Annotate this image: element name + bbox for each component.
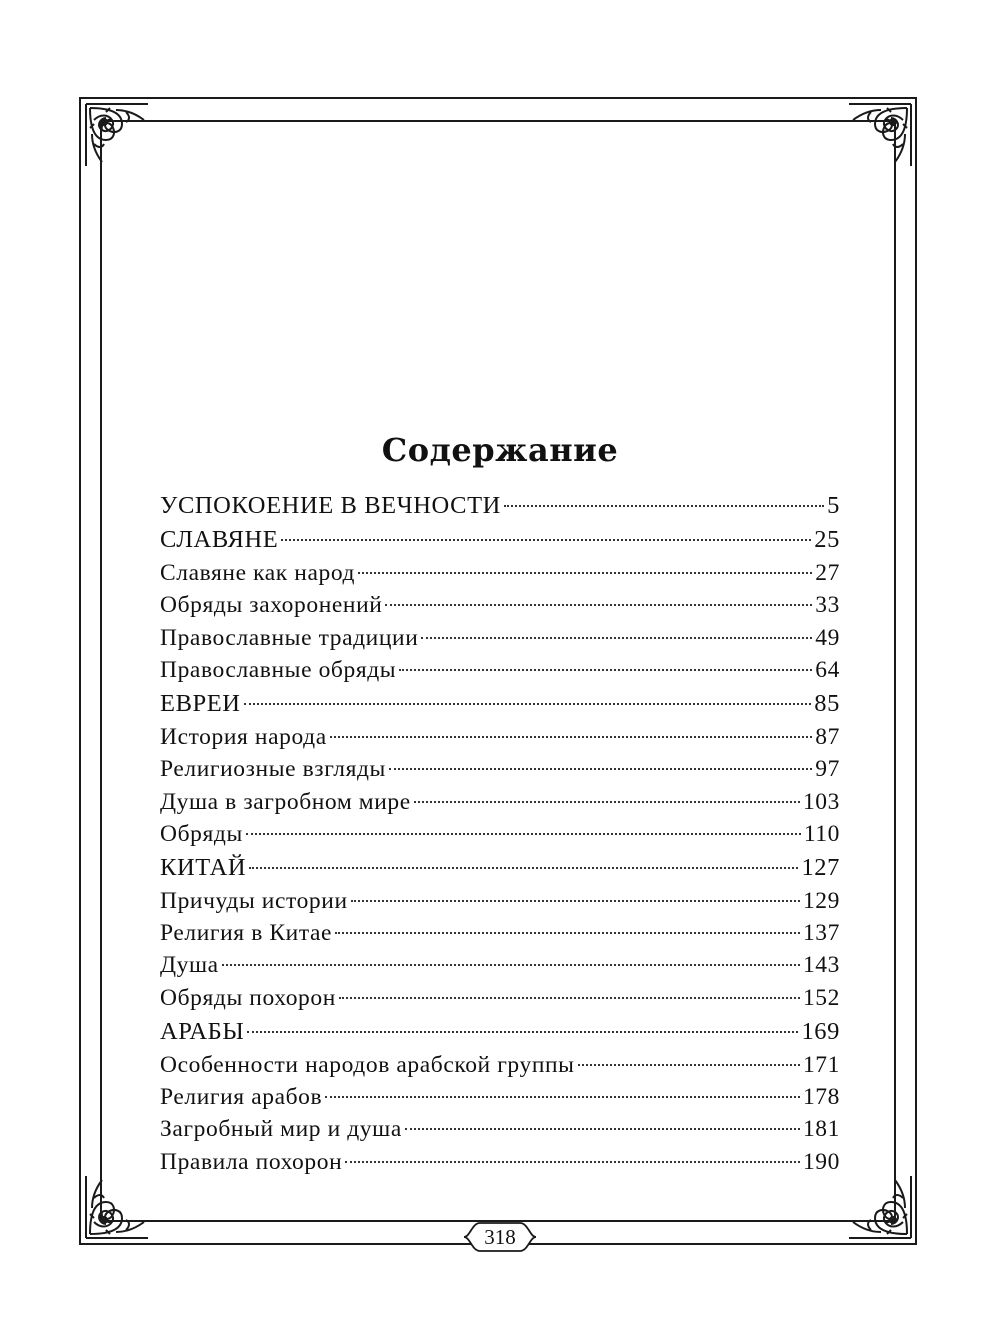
toc-dot-leader xyxy=(281,539,811,541)
toc-entry xyxy=(160,721,840,753)
toc-entry-label: Причуды истории xyxy=(160,887,348,914)
corner-ornament-icon xyxy=(845,100,915,170)
toc-entry-page: 171 xyxy=(802,1051,840,1078)
toc-entry-label: КИТАЙ xyxy=(160,854,247,882)
corner-ornament-icon xyxy=(82,1172,152,1242)
toc-entry-page: 137 xyxy=(802,920,840,947)
toc-entry-page: 143 xyxy=(802,952,840,979)
toc-entry-label: Православные традиции xyxy=(160,624,419,651)
toc-entry-label: Православные обряды xyxy=(160,656,397,683)
toc-entry-page: 129 xyxy=(802,887,840,914)
toc-entry xyxy=(160,589,840,621)
toc-dot-leader xyxy=(325,1096,800,1098)
toc-entry-page: 87 xyxy=(815,723,840,750)
toc-entry xyxy=(160,982,840,1014)
toc-dot-leader xyxy=(578,1064,800,1066)
toc-dot-leader xyxy=(385,604,812,606)
toc-entry-page: 110 xyxy=(803,820,840,847)
toc-entry xyxy=(160,688,840,720)
page-title: Содержание xyxy=(381,431,619,470)
toc-dot-leader xyxy=(247,1031,798,1033)
toc-entry-label: Обряды похорон xyxy=(160,984,336,1011)
toc-entry-page: 152 xyxy=(802,984,840,1011)
toc-dot-leader xyxy=(405,1128,800,1130)
toc-dot-leader xyxy=(389,768,812,770)
toc-entry-page: 190 xyxy=(802,1148,840,1175)
toc-entry xyxy=(160,1049,840,1081)
toc-dot-leader xyxy=(335,932,800,934)
toc-entry-label: Правила похорон xyxy=(160,1148,343,1175)
toc-entry-label: Религия арабов xyxy=(160,1084,323,1111)
toc-entry xyxy=(160,557,840,589)
toc-entry-page: 25 xyxy=(814,526,840,554)
toc-entry-page: 103 xyxy=(802,788,840,815)
toc-entry-page: 97 xyxy=(815,756,840,783)
toc-entry xyxy=(160,654,840,686)
toc-entry-page: 127 xyxy=(801,854,840,882)
toc-entry xyxy=(160,852,840,884)
toc-entry-page: 5 xyxy=(827,492,840,519)
toc-dot-leader xyxy=(351,900,800,902)
toc-entry xyxy=(160,490,840,522)
toc-entry-label: История народа xyxy=(160,723,327,750)
page-number-plate xyxy=(462,1220,538,1254)
toc-dot-leader xyxy=(249,867,798,869)
toc-entry-label: Особенности народов арабской группы xyxy=(160,1051,575,1078)
toc-entry-page: 85 xyxy=(814,690,840,718)
toc-entry-page: 64 xyxy=(815,656,840,683)
toc-entry xyxy=(160,786,840,818)
toc-entry-label: АРАБЫ xyxy=(160,1018,245,1046)
toc-entry-label: Загробный мир и душа xyxy=(160,1116,402,1143)
toc-entry-label: СЛАВЯНЕ xyxy=(160,526,279,554)
toc-dot-leader xyxy=(399,669,812,671)
toc-entry xyxy=(160,622,840,654)
toc-dot-leader xyxy=(330,736,813,738)
toc-entry-page: 27 xyxy=(815,559,840,586)
page-number: 318 xyxy=(484,1225,516,1249)
toc-entry xyxy=(160,1113,840,1145)
toc-dot-leader xyxy=(414,801,800,803)
toc-dot-leader xyxy=(246,833,801,835)
toc-entry-page: 49 xyxy=(815,624,840,651)
toc-entry-label: Обряды xyxy=(160,820,243,847)
toc-entry-label: Славяне как народ xyxy=(160,559,356,586)
toc-entry xyxy=(160,818,840,850)
table-of-contents xyxy=(160,490,840,1178)
toc-entry xyxy=(160,1016,840,1048)
toc-dot-leader xyxy=(421,637,812,639)
toc-entry-page: 181 xyxy=(802,1116,840,1143)
toc-entry xyxy=(160,1081,840,1113)
toc-entry-label: ЕВРЕИ xyxy=(160,690,241,718)
toc-entry-label: Душа в загробном мире xyxy=(160,788,411,815)
corner-ornament-icon xyxy=(845,1172,915,1242)
toc-dot-leader xyxy=(222,964,800,966)
toc-dot-leader xyxy=(345,1161,800,1163)
corner-ornament-icon xyxy=(82,100,152,170)
toc-entry xyxy=(160,524,840,556)
toc-entry-label: Обряды захоронений xyxy=(160,592,383,619)
toc-entry xyxy=(160,753,840,785)
toc-entry xyxy=(160,1146,840,1178)
toc-dot-leader xyxy=(244,703,812,705)
toc-entry-page: 178 xyxy=(802,1084,840,1111)
toc-entry xyxy=(160,885,840,917)
toc-entry xyxy=(160,949,840,981)
toc-dot-leader xyxy=(339,997,800,999)
toc-entry-label: УСПОКОЕНИЕ В ВЕЧНОСТИ xyxy=(160,492,501,519)
toc-entry-label: Религия в Китае xyxy=(160,920,333,947)
toc-dot-leader xyxy=(504,505,824,507)
toc-dot-leader xyxy=(358,572,812,574)
toc-entry xyxy=(160,917,840,949)
toc-entry-page: 33 xyxy=(815,592,840,619)
toc-entry-label: Душа xyxy=(160,952,219,979)
toc-entry-label: Религиозные взгляды xyxy=(160,756,386,783)
toc-entry-page: 169 xyxy=(801,1018,840,1046)
